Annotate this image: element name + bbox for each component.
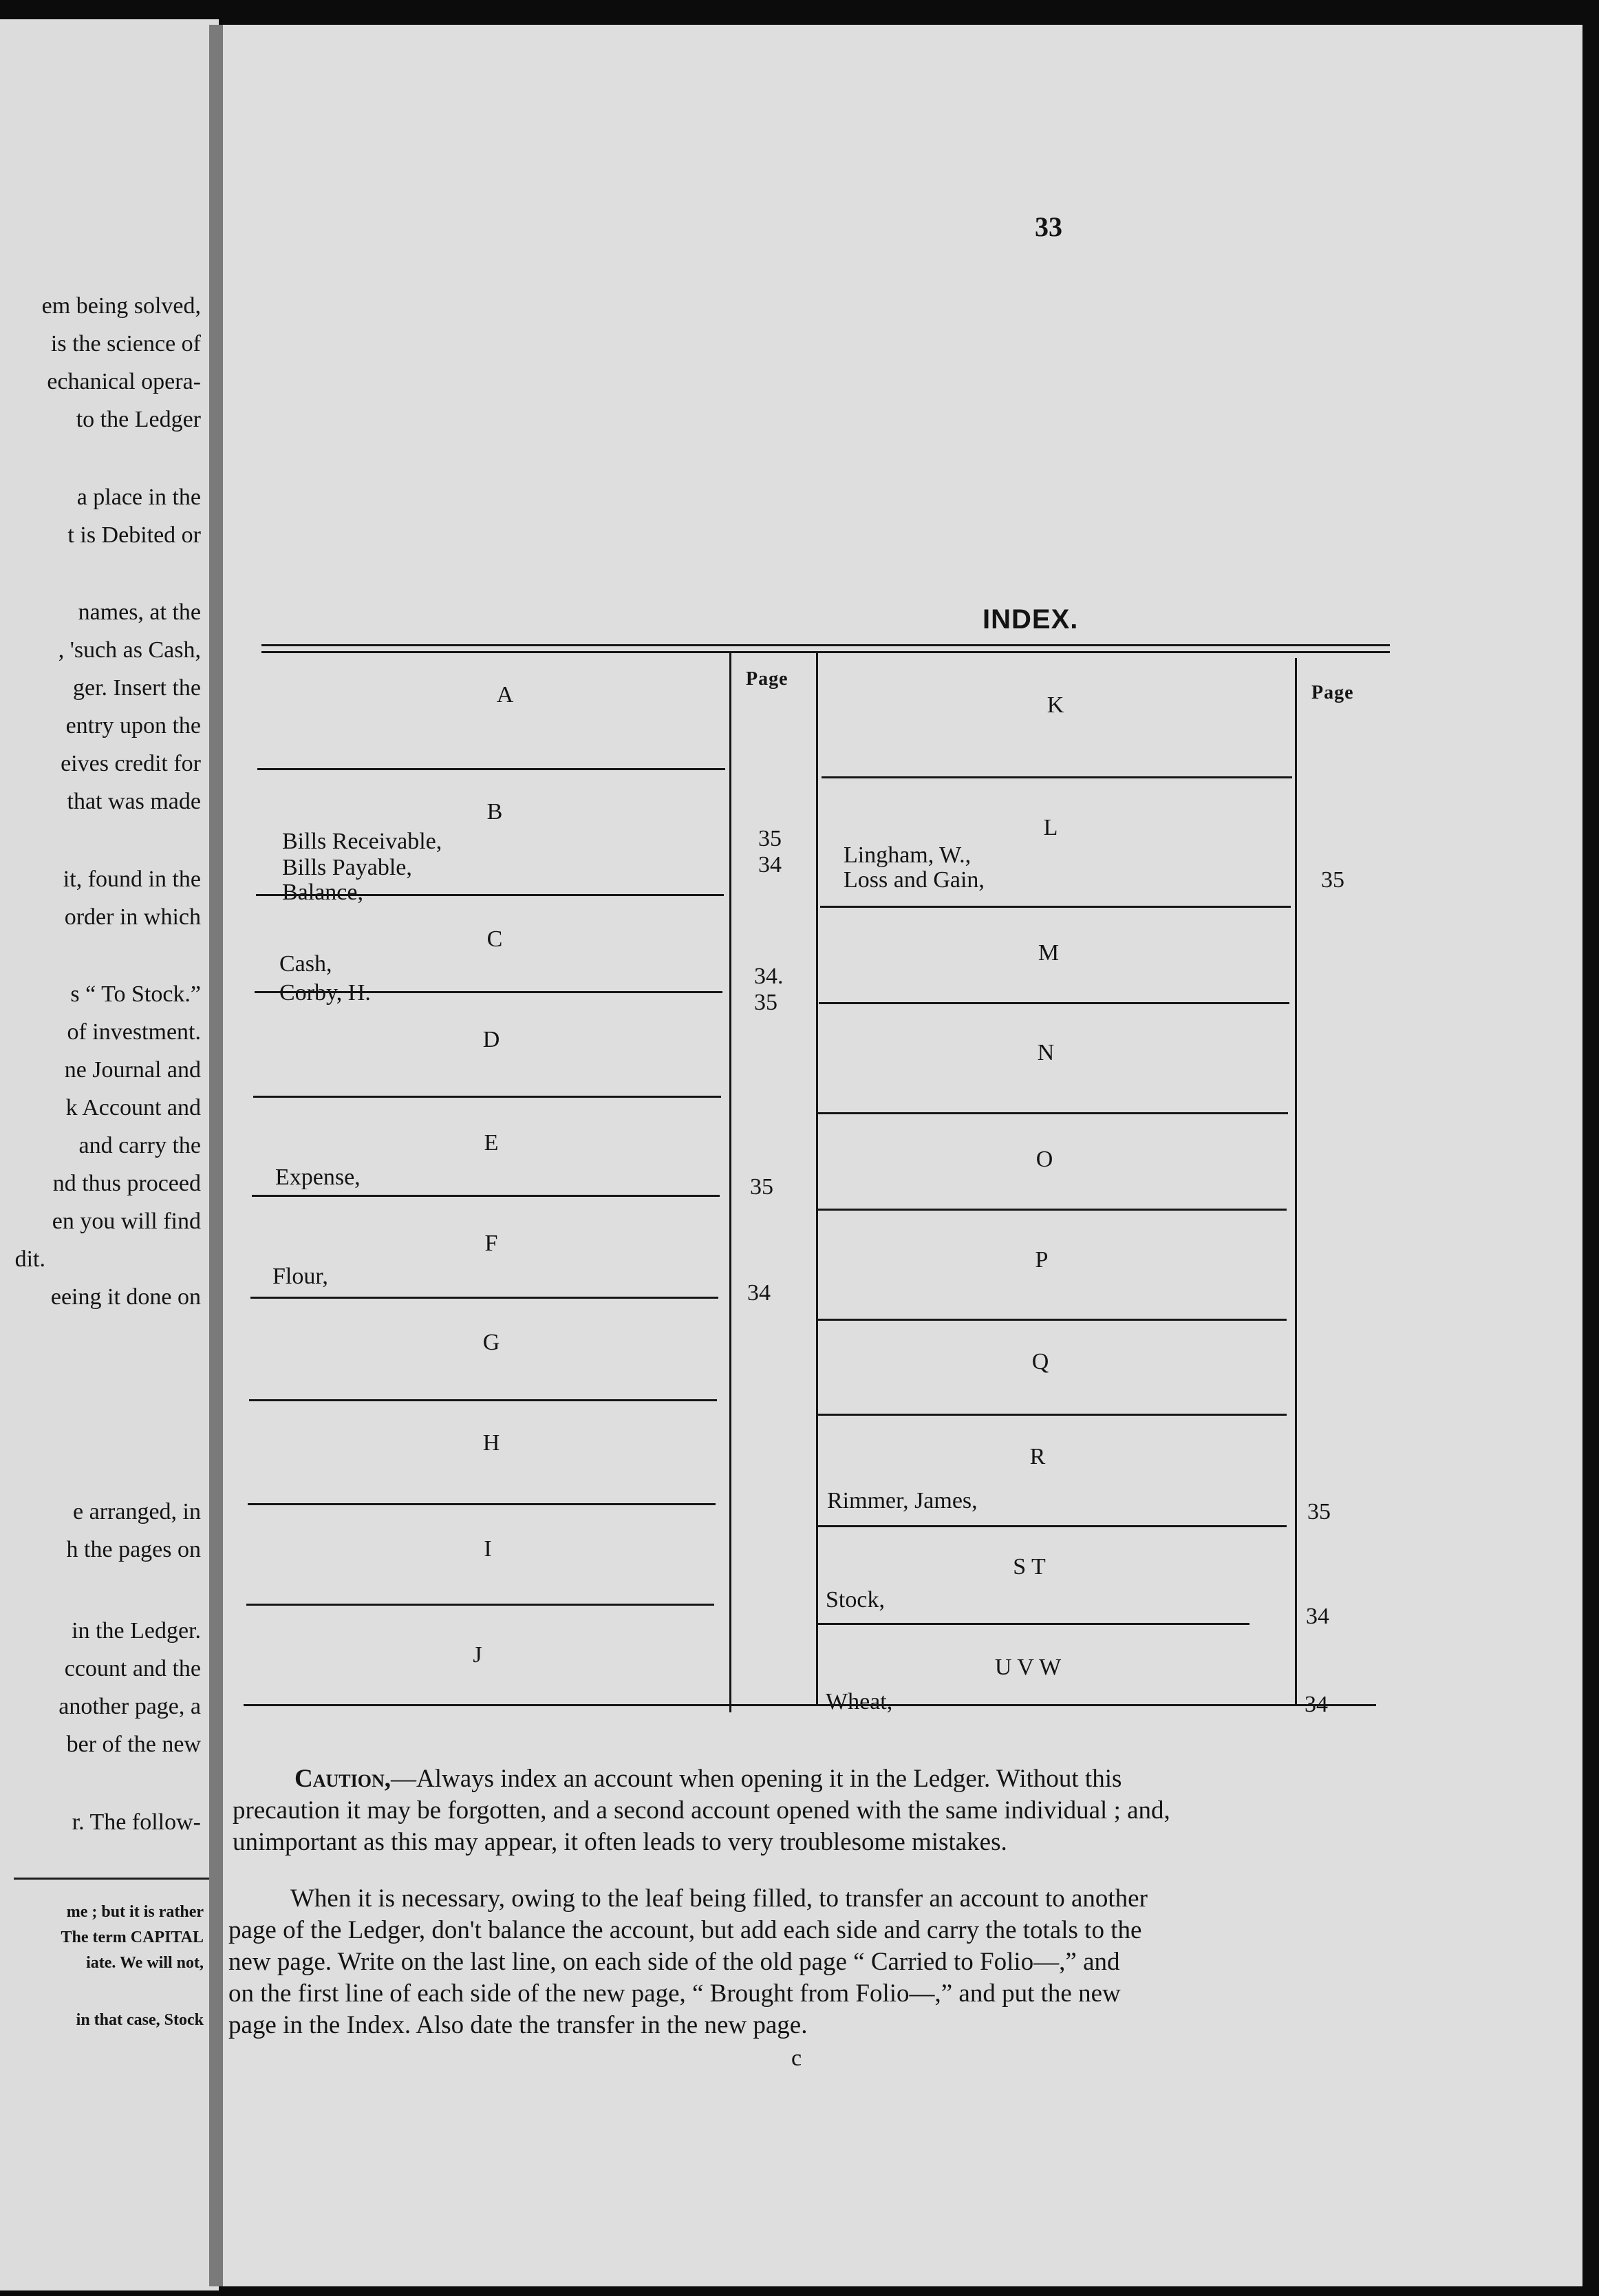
index-entry: Balance,: [282, 880, 363, 905]
section-rule: [816, 1414, 1287, 1416]
index-entry: Lingham, W.,: [844, 842, 972, 868]
left-line: t is Debited or: [67, 522, 201, 548]
index-letter-i: I: [484, 1536, 492, 1562]
index-letter-l: L: [1043, 815, 1058, 840]
left-line: eeing it done on: [50, 1284, 201, 1310]
page-ref: 35: [754, 990, 777, 1015]
left-line: and carry the: [78, 1133, 201, 1158]
index-entry: Wheat,: [826, 1689, 893, 1714]
index-entry: Stock,: [826, 1587, 885, 1613]
left-line: ber of the new: [66, 1732, 201, 1757]
page-ref: 35: [1307, 1499, 1331, 1524]
index-letter-g: G: [482, 1330, 500, 1355]
top-rule: [261, 644, 1390, 646]
page-column-header: Page: [746, 668, 788, 690]
index-letter-o: O: [1035, 1147, 1053, 1172]
top-rule: [261, 651, 1390, 653]
column-rule: [816, 652, 818, 1705]
left-line: nd thus proceed: [52, 1171, 201, 1196]
page-ref: 35: [758, 826, 782, 851]
left-line: ccount and the: [64, 1656, 201, 1681]
bottom-rule: [244, 1704, 1376, 1706]
index-letter-d: D: [482, 1027, 500, 1052]
index-entry: Loss and Gain,: [844, 867, 985, 893]
index-letter-b: B: [486, 799, 503, 825]
transfer-line: When it is necessary, owing to the leaf being filled, to transfer an account to another: [290, 1884, 1148, 1913]
index-title: INDEX.: [983, 604, 1079, 635]
transfer-line: on the first line of each side of the new page, “ Brought from Folio—,” and put the new: [228, 1979, 1121, 2008]
index-letter-q: Q: [1031, 1349, 1049, 1374]
left-footnote: iate. We will not,: [86, 1954, 204, 1972]
index-entry: Cash,: [279, 951, 332, 977]
column-rule: [1295, 658, 1297, 1705]
section-rule: [250, 1297, 718, 1299]
left-line: dit.: [14, 1246, 45, 1272]
section-rule: [816, 1319, 1287, 1321]
index-entry: Flour,: [272, 1264, 328, 1289]
left-footnote: me ; but it is rather: [66, 1903, 204, 1921]
left-line: entry upon the: [65, 713, 201, 738]
index-letter-u-v-w: U V W: [994, 1655, 1062, 1680]
section-rule: [249, 1399, 717, 1401]
left-line: another page, a: [58, 1694, 201, 1719]
transfer-line: new page. Write on the last line, on each side of the old page “ Carried to Folio—,” and: [228, 1948, 1120, 1976]
index-letter-s-t: S T: [1013, 1554, 1046, 1580]
index-letter-j: J: [473, 1642, 482, 1668]
section-rule: [252, 1195, 720, 1197]
section-rule: [820, 906, 1291, 908]
index-letter-e: E: [484, 1130, 499, 1156]
left-line: en you will find: [52, 1209, 201, 1234]
left-line: of investment.: [67, 1019, 201, 1045]
caution-text: —Always index an account when opening it in the Ledger. Without this: [390, 1765, 1122, 1793]
page-ref: 35: [1321, 867, 1344, 893]
index-page: [209, 25, 1582, 2286]
index-letter-k: K: [1047, 692, 1064, 718]
index-letter-p: P: [1035, 1247, 1049, 1273]
page-ref: 34: [1306, 1604, 1329, 1629]
left-line: h the pages on: [66, 1537, 201, 1562]
left-line: a place in the: [76, 485, 201, 510]
caution-line: unimportant as this may appear, it often leads to very troublesome mistakes.: [233, 1828, 1007, 1856]
section-rule: [822, 776, 1292, 778]
left-line: , 'such as Cash,: [58, 637, 201, 663]
left-facing-page: [0, 19, 219, 2290]
page-number: 33: [1035, 211, 1062, 242]
page-ref: 34: [758, 852, 782, 878]
index-entry: Rimmer, James,: [827, 1488, 978, 1513]
page-ref: 34: [747, 1280, 771, 1306]
section-rule: [816, 1209, 1287, 1211]
index-entry: Expense,: [275, 1165, 361, 1190]
transfer-line: page in the Index. Also date the transfer in the new page.: [228, 2011, 808, 2039]
caution-line: [294, 1763, 1122, 1795]
left-footnote: in that case, Stock: [76, 2011, 204, 2029]
left-line: s “ To Stock.”: [70, 981, 201, 1007]
left-line: ger. Insert the: [73, 675, 201, 701]
index-letter-h: H: [482, 1430, 500, 1456]
page-ref: 35: [750, 1174, 773, 1200]
index-entry: Corby, H.: [279, 980, 371, 1006]
left-line: is the science of: [50, 331, 201, 357]
section-rule: [257, 768, 725, 770]
section-rule: [817, 1112, 1288, 1114]
column-rule: [729, 652, 731, 1712]
index-letter-m: M: [1038, 940, 1060, 966]
left-line: em being solved,: [41, 293, 201, 319]
left-line: ne Journal and: [64, 1057, 201, 1083]
left-line: names, at the: [78, 599, 201, 625]
section-rule: [816, 1623, 1249, 1625]
left-line: r. The follow-: [72, 1809, 201, 1835]
page-ref: 34: [1305, 1692, 1328, 1717]
section-rule: [246, 1604, 714, 1606]
transfer-line: page of the Ledger, don't balance the account, but add each side and carry the totals to the: [228, 1916, 1142, 1944]
left-line: in the Ledger.: [72, 1618, 201, 1644]
left-line: to the Ledger: [76, 407, 201, 432]
left-line: it, found in the: [63, 867, 201, 892]
left-line: eives credit for: [61, 751, 201, 776]
index-letter-c: C: [486, 926, 503, 952]
section-rule: [816, 1525, 1287, 1527]
page-ref: 34.: [754, 964, 784, 989]
index-letter-r: R: [1029, 1444, 1046, 1469]
index-entry: Bills Receivable,: [282, 829, 442, 854]
left-line: order in which: [64, 904, 201, 930]
left-line: e arranged, in: [73, 1499, 201, 1524]
caution-label: Caution,: [294, 1765, 391, 1793]
index-entry: Bills Payable,: [282, 855, 412, 880]
index-letter-a: A: [496, 682, 514, 708]
index-letter-n: N: [1037, 1040, 1055, 1065]
left-line: echanical opera-: [47, 369, 201, 394]
section-rule: [253, 1096, 721, 1098]
left-line: k Account and: [65, 1095, 201, 1120]
index-letter-f: F: [484, 1231, 498, 1256]
left-footnote: The term CAPITAL: [61, 1928, 204, 1946]
section-rule: [248, 1503, 716, 1505]
signature-mark: c: [791, 2045, 802, 2071]
left-line: that was made: [67, 789, 201, 814]
page-column-header: Page: [1311, 682, 1354, 703]
section-rule: [819, 1002, 1289, 1004]
caution-line: precaution it may be forgotten, and a second account opened with the same individual ; and,: [233, 1796, 1170, 1825]
footnote-rule: [14, 1878, 211, 1880]
